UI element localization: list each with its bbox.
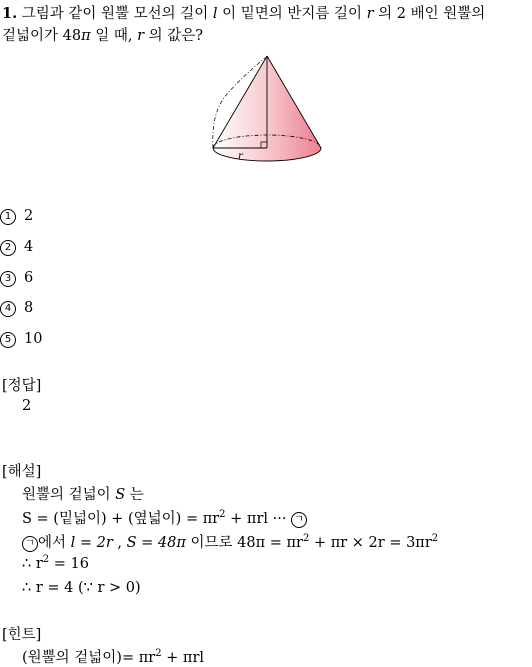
choice-4-mark: 4 [0, 301, 16, 317]
question-number: 1. [2, 5, 18, 22]
hint-line: (원뿔의 겉넓이)= $\pi r^2 + \pi rl$ [22, 648, 205, 666]
solution-heading: [해설] [2, 464, 42, 480]
choice-5-mark: 5 [0, 332, 16, 348]
circle-mark-ref: ㄱ [22, 536, 38, 552]
cone-figure [205, 52, 330, 170]
choice-1-mark: 1 [0, 209, 16, 225]
solution-line-5: ∴ r = 4 (∵ r > 0) [22, 580, 141, 596]
choice-1[interactable]: 1 2 [0, 208, 33, 225]
choice-3[interactable]: 3 6 [0, 270, 33, 287]
question-line-2: 겉넓이가 48π 일 때, r 의 값은? [2, 28, 204, 44]
answer-value: 2 [22, 398, 32, 414]
hint-heading: [힌트] [2, 627, 42, 643]
answer-heading: [정답] [2, 378, 42, 394]
choice-4[interactable]: 4 8 [0, 300, 33, 317]
choice-2-mark: 2 [0, 240, 16, 256]
figure-label-r: r [238, 151, 243, 162]
choice-2[interactable]: 2 4 [0, 239, 33, 256]
choice-3-mark: 3 [0, 271, 16, 287]
choice-5[interactable]: 5 10 [0, 331, 42, 348]
solution-line-4: ∴ $r^2 = 16$ [22, 554, 89, 572]
solution-line-3: ㄱ 에서 l = 2r , S = 48π 이므로 $48\pi = \pi r^2 + \pi r \times 2r = 3\pi r^2$ [22, 531, 438, 552]
solution-line-1: 원뿔의 겉넓이 S 는 [22, 487, 144, 503]
question-line-1: 1. 그림과 같이 원뿔 모선의 길이 l 이 밑면의 반지름 길이 r 의 2 배인 원뿔의 [2, 5, 486, 22]
circle-mark: ㄱ [291, 512, 307, 528]
solution-line-2: S = (밑넓이) + (옆넓이) = $\pi r^2 + \pi rl$ ··· ㄱ [22, 507, 307, 528]
